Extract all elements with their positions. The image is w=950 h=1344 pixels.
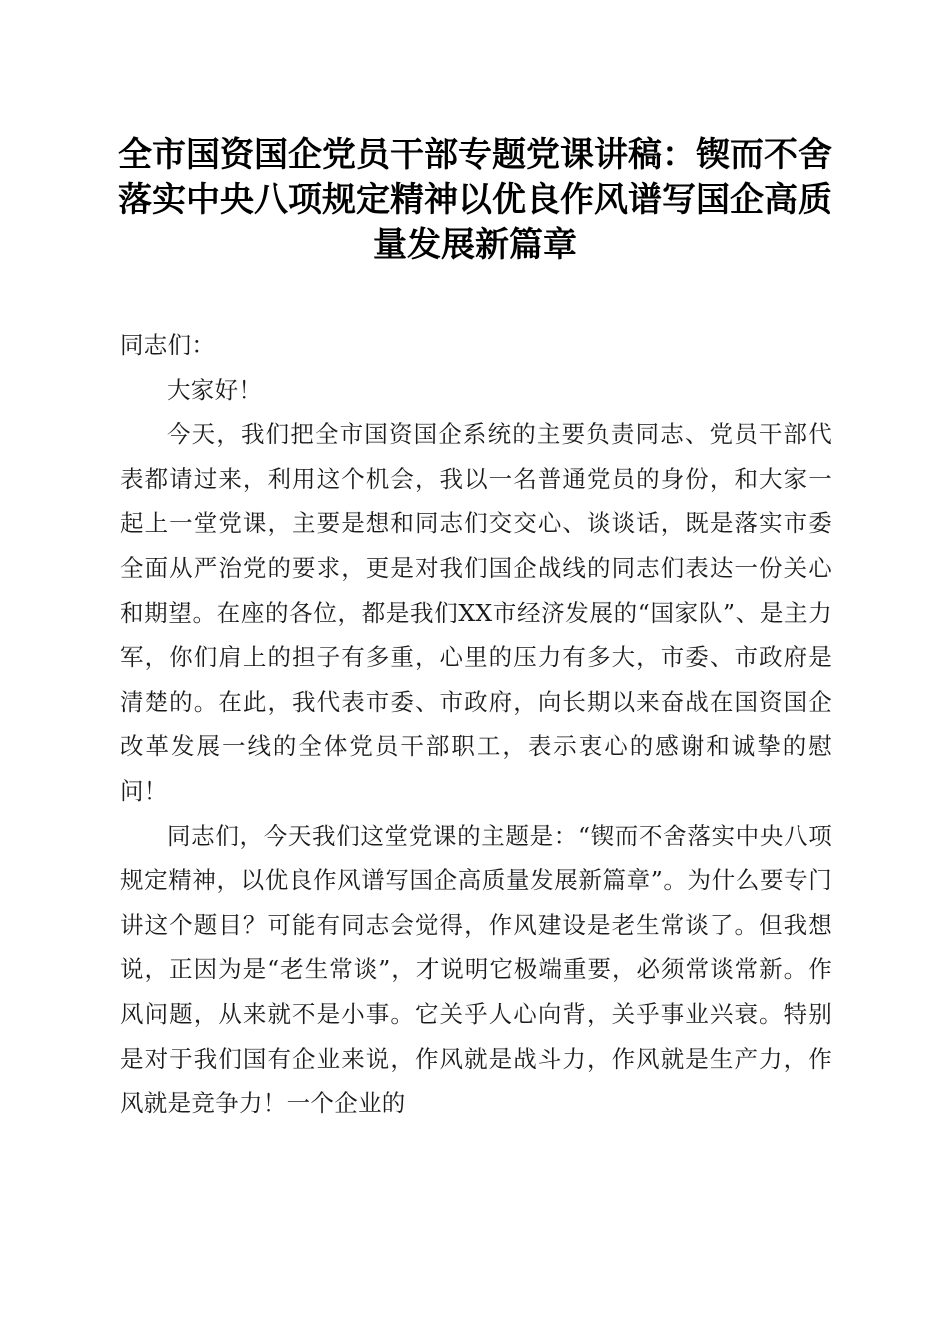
document-body: [120, 323, 832, 1126]
body-paragraph: 同志们，今天我们这堂党课的主题是：“锲而不舍落实中央八项规定精神，以优良作风谱写国企高质量发展新篇章”。为什么要专门讲这个题目？可能有同志会觉得，作风建设是老生常谈了。但我想说，正因为是“老生常谈”，才说明它极端重要，必须常谈常新。作风问题，从来就不是小事。它关乎人心向背，关乎事业兴衰。特别是对于我们国有企业来说，作风就是战斗力，作风就是生产力，作风就是竞争力！一个企业的: [120, 821, 832, 1118]
salutation: 同志们：: [120, 331, 216, 359]
body-paragraph: 今天，我们把全市国资国企系统的主要负责同志、党员干部代表都请过来，利用这个机会，我以一名普通党员的身份，和大家一起上一堂党课，主要是想和同志们交交心、谈谈话，既是落实市委全面从严治党的要求，更是对我们国企战线的同志们表达一份关心和期望。在座的各位，都是我们XX市经济发展的“国家队”、是主力军，你们肩上的担子有多重，心里的压力有多大，市委、市政府是清楚的。在此，我代表市委、市政府，向长期以来奋战在国资国企改革发展一线的全体党员干部职工，表示衷心的感谢和诚挚的慰问！: [120, 420, 832, 805]
document-title: 全市国资国企党员干部专题党课讲稿：锲而不舍落实中央八项规定精神以优良作风谱写国企高质量发展新篇章: [118, 135, 832, 265]
greeting: 大家好！: [167, 375, 263, 404]
